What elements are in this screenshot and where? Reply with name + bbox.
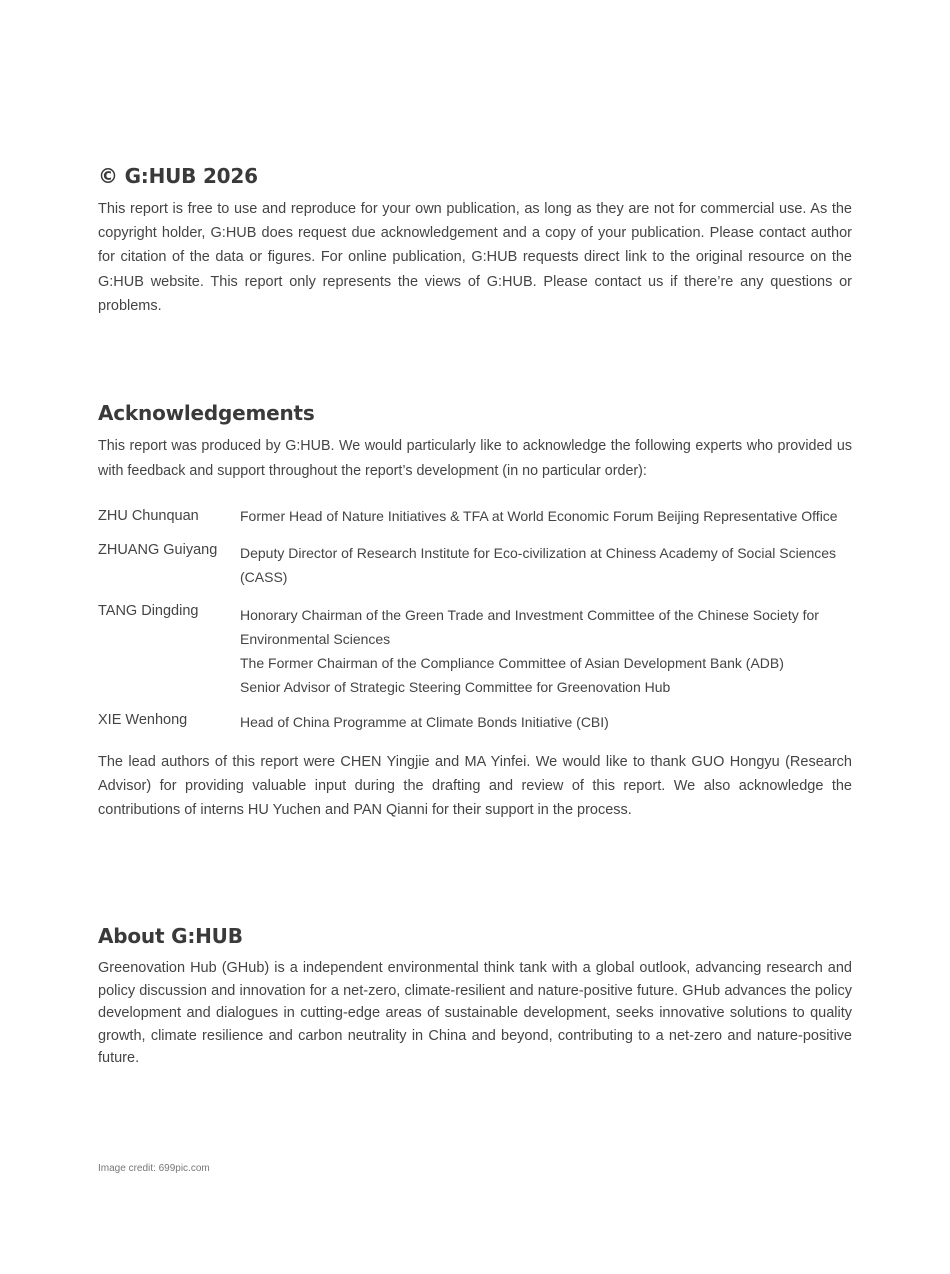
expert-role: Honorary Chairman of the Green Trade and Investment Committee of the Chinese Society for Environmental Sciences [240,606,819,647]
expert-role: Deputy Director of Research Institute for Eco-civilization at Chiness Academy of Social Sciences (CASS) [240,545,837,586]
experts-list [98,505,852,734]
copyright-title: © G:HUB 2026 [98,164,258,188]
acknowledgements-section [98,401,852,823]
about-text: Greenovation Hub (GHub) is a independent environmental think tank with a global outlook, advancing research and policy discussion and innovation for a net-zero, climate-resilient and nature-positive future. GHub advances the policy development and dialogues in cutting-edge areas of sustainable development, seeks innovative solutions to quality growth, climate resilience and carbon neutrality in China and beyond, contributing to a net-zero and nature-positive future. [98,960,852,1067]
acknowledgements-title: Acknowledgements [98,401,315,425]
about-title: About G:HUB [98,924,243,948]
expert-name: ZHUANG Guiyang [98,542,218,558]
image-credit: Image credit: 699pic.com [98,1163,210,1174]
about-section [98,924,852,1070]
acknowledgements-intro: This report was produced by G:HUB. We would particularly like to acknowledge the following experts who provided us with feedback and support throughout the report’s development (in no particular order): [98,438,852,479]
expert-role: Former Head of Nature Initiatives & TFA at World Economic Forum Beijing Representative Office [240,508,838,524]
expert-roles [240,710,852,734]
expert-roles [240,505,852,527]
expert-role: Senior Advisor of Strategic Steering Committee for Greenovation Hub [240,679,671,696]
expert-row [98,505,852,527]
expert-role: The Former Chairman of the Compliance Committee of Asian Development Bank (ADB) [240,655,784,672]
expert-role: Head of China Programme at Climate Bonds Initiative (CBI) [240,713,609,730]
expert-name: ZHU Chunquan [98,508,199,524]
expert-name: XIE Wenhong [98,711,188,728]
expert-roles [240,603,852,700]
acknowledgements-closing: The lead authors of this report were CHEN Yingjie and MA Yinfei. We would like to thank GUO Hongyu (Research Advisor) for providing valuable input during the drafting and review of this report. We also acknowledge the contributions of interns HU Yuchen and PAN Qianni for their support in the process. [98,754,852,819]
expert-row [98,539,852,590]
copyright-section [98,164,852,318]
expert-row [98,600,852,700]
expert-name: TANG Dingding [98,602,199,619]
copyright-text: This report is free to use and reproduce for your own publication, as long as they are not for commercial use. As the copyright holder, G:HUB does request due acknowledgement and a copy of your publication. Please contact author for citation of the data or figures. For online publication, G:HUB requests direct link to the original resource on the G:HUB website. This report only represents the views of G:HUB. Please contact us if there’re any questions or problems. [98,201,852,314]
expert-roles [240,541,852,590]
expert-row [98,709,852,734]
